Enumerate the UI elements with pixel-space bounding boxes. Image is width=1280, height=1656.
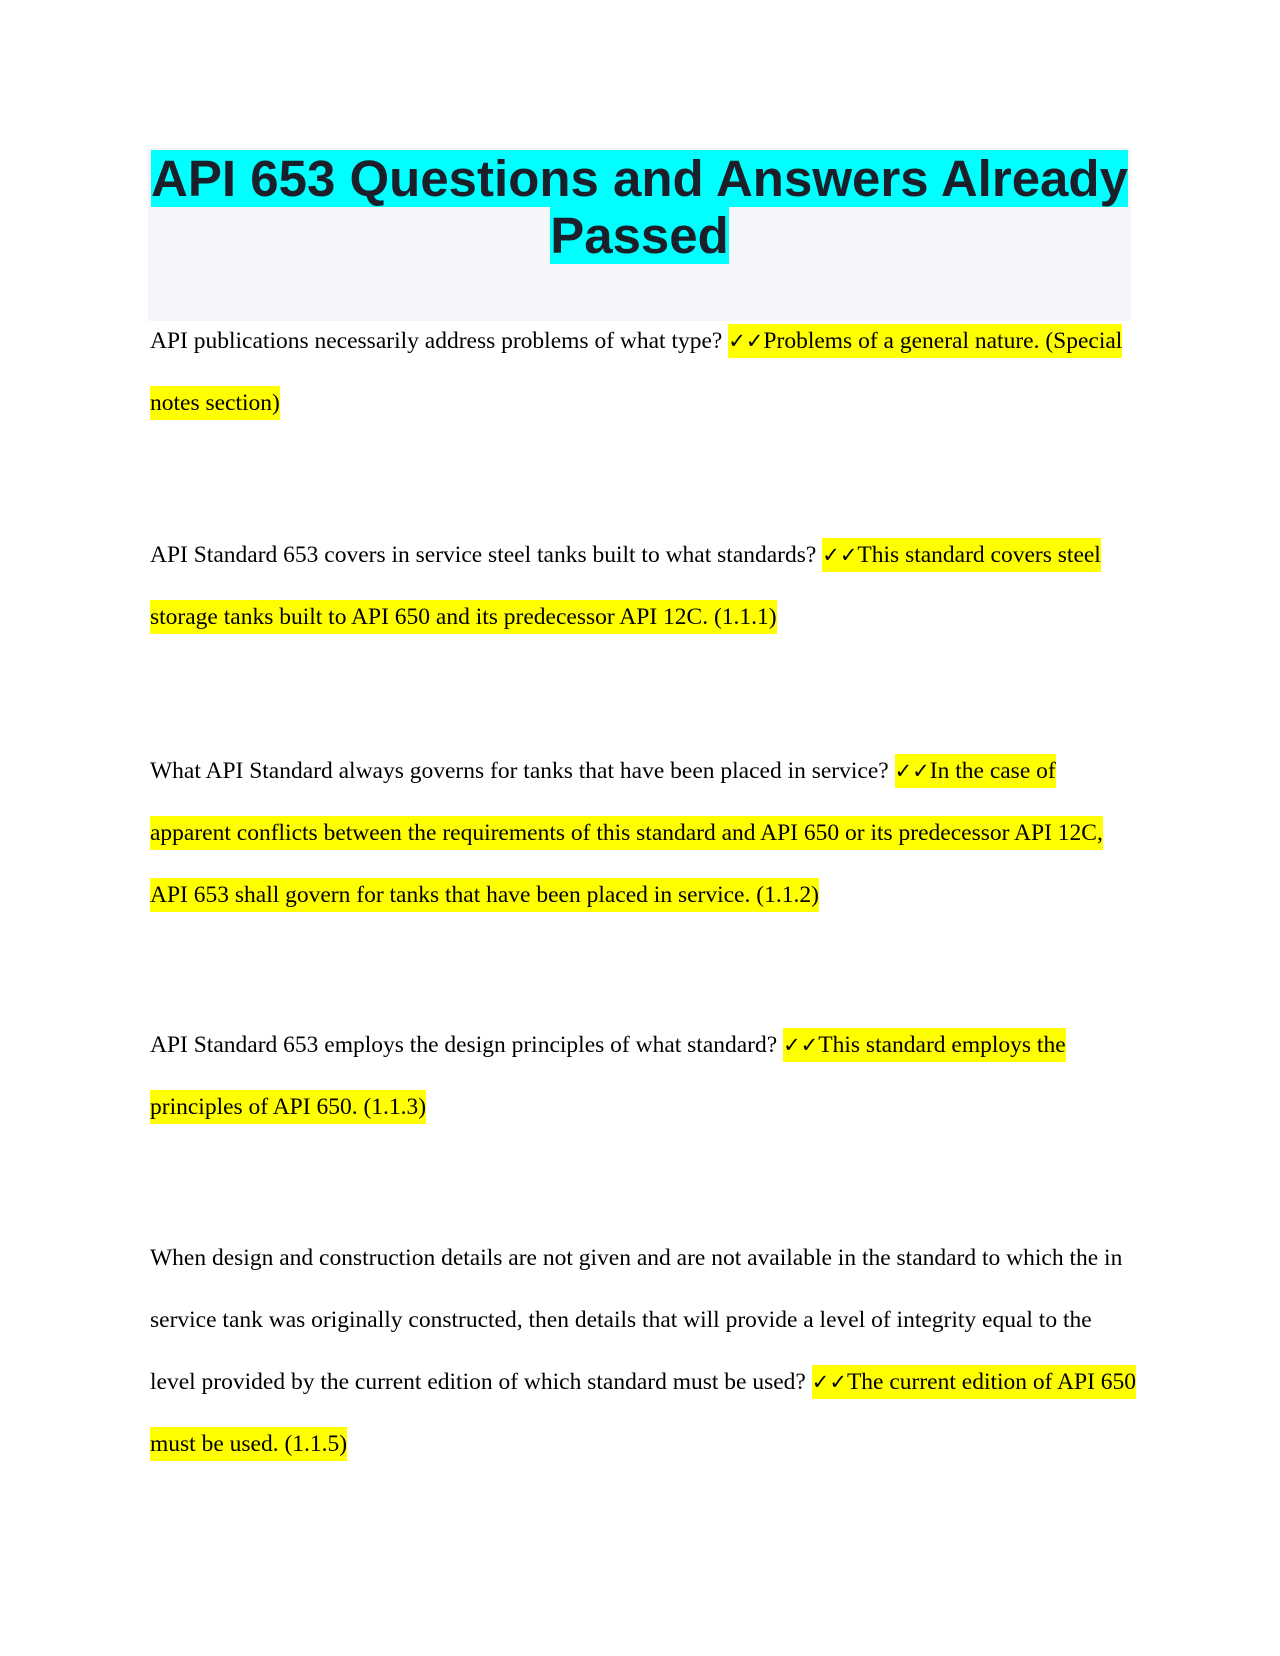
document-title <box>148 148 1131 264</box>
qa-item-1 <box>150 310 1140 434</box>
qa-item-2 <box>150 524 1140 648</box>
qa-item-4 <box>150 1014 1140 1138</box>
double-check-icon: ✓✓ <box>728 329 764 353</box>
answer-text: The current edition of API 650 must be used. (1.1.5) <box>150 1369 1137 1457</box>
answer-text: In the case of apparent conflicts between the requirements of this standard and API 650 or its predecessor API 12C, API 653 shall govern for tanks that have been placed in service. (1.1.2) <box>150 758 1103 908</box>
double-check-icon: ✓✓ <box>894 759 930 783</box>
qa-item-3 <box>150 740 1140 926</box>
title-block <box>148 148 1131 321</box>
double-check-icon: ✓✓ <box>822 543 858 567</box>
double-check-icon: ✓✓ <box>811 1370 847 1394</box>
question-text: What API Standard always governs for tanks that have been placed in service? <box>150 758 889 784</box>
question-text: API Standard 653 employs the design principles of what standard? <box>150 1032 778 1058</box>
question-text: When design and construction details are not given and are not available in the standard to which the in service tank was originally constructed, then details that will provide a level of integrity equal to the level provided by the current edition of which standard must be used? <box>150 1245 1123 1395</box>
question-text: API publications necessarily address problems of what type? <box>150 328 723 354</box>
double-check-icon: ✓✓ <box>783 1033 819 1057</box>
title-highlight: API 653 Questions and Answers Already Passed <box>151 150 1128 264</box>
qa-item-5 <box>150 1227 1140 1475</box>
answer-text: This standard employs the principles of API 650. (1.1.3) <box>150 1032 1066 1120</box>
answer-text: This standard covers steel storage tanks built to API 650 and its predecessor API 12C. (1.1.1) <box>150 542 1101 630</box>
answer-text: Problems of a general nature. (Special notes section) <box>150 328 1123 416</box>
question-text: API Standard 653 covers in service steel tanks built to what standards? <box>150 542 817 568</box>
